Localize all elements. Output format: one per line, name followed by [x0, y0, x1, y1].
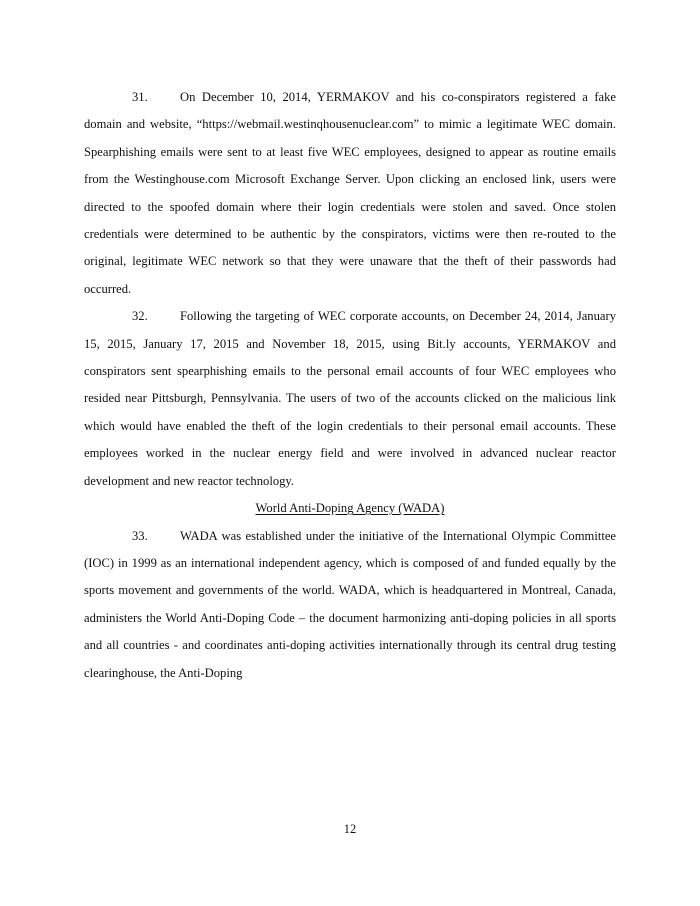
- document-body: [84, 84, 616, 687]
- paragraph-number: 33.: [132, 528, 148, 543]
- paragraph-31: [84, 84, 616, 303]
- paragraph-33: [84, 523, 616, 687]
- paragraph-number: 32.: [132, 309, 148, 324]
- paragraph-number: 31.: [132, 90, 148, 104]
- paragraph-text: Following the targeting of WEC corporate accounts, on December 24, 2014, January 15, 2015, January 17, 2015 and November 18, 2015, using Bit.ly accounts, YERMAKOV and conspirators sent spearphishing emails to the personal email accounts of four WEC employees who resided near Pittsburgh, Pennsylvania. The users of two of the accounts clicked on the malicious link which would have enabled the theft of the login credentials to their personal email accounts. These employees worked in the nuclear energy field and were involved in advanced nuclear reactor development and new reactor technology.: [84, 309, 616, 488]
- section-heading: World Anti-Doping Agency (WADA): [255, 501, 445, 516]
- page-number: 12: [343, 822, 357, 836]
- paragraph-text: On December 10, 2014, YERMAKOV and his co-conspirators registered a fake domain and website, “https://webmail.westinqhousenuclear.com” to mimic a legitimate WEC domain. Spearphishing emails were sent to at least five WEC employees, designed to appear as routine emails from the Westinghouse.com Microsoft Exchange Server. Upon clicking an enclosed link, users were directed to the spoofed domain where their login credentials were stolen and saved. Once stolen credentials were determined to be authentic by the conspirators, victims were then re-routed to the original, legitimate WEC network so that they were unaware that the theft of their passwords had occurred.: [84, 90, 616, 296]
- paragraph-text: WADA was established under the initiative of the International Olympic Committee (IOC) in 1999 as an international independent agency, which is composed of and funded equally by the sports movement and governments of the world. WADA, which is headquartered in Montreal, Canada, administers the World Anti-Doping Code – the document harmonizing anti-doping policies in all sports and all countries - and coordinates anti-doping activities internationally through its central drug testing clearinghouse, the Anti-Doping: [84, 528, 616, 680]
- paragraph-32: [84, 303, 616, 495]
